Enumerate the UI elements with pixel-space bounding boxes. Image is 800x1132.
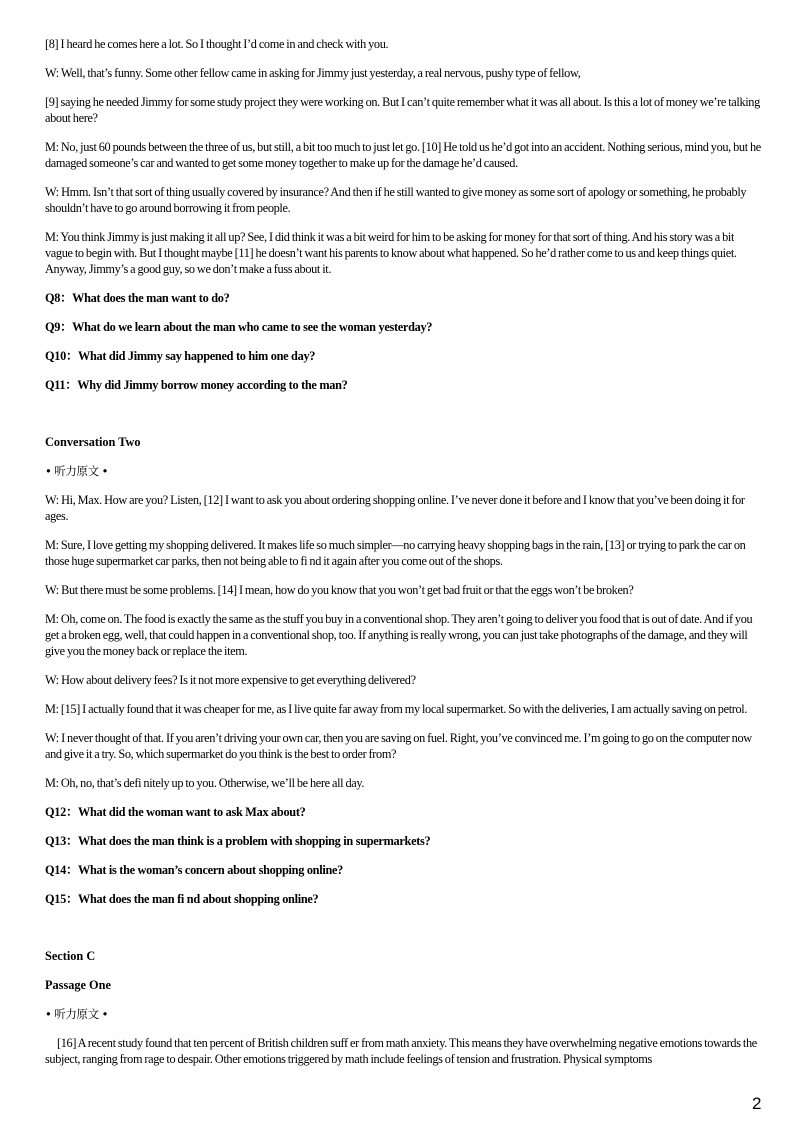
transcript-label: • 听力原文 • [45,1007,109,1021]
section-spacer [45,406,763,434]
transcript-paragraph: W: Hmm. Isn’t that sort of thing usually covered by insurance? And then if he still wanted to give money as some sort of apology or something, he probably shouldn’t have to go around borrowing it from people. [45,185,747,215]
transcript-paragraph: M: Oh, come on. The food is exactly the same as the stuff you buy in a conventional shop. They aren’t going to deliver you food that is out of date. And if you get a broken egg, well, that could happen in a conventional shop, too. If anything is really wrong, you can just take photographs of the damage, and they will give you the money back or replace the item. [45,612,753,658]
transcript-paragraph: W: Hi, Max. How are you? Listen, [12] I want to ask you about ordering shopping online. I’ve never done it before and I know that you’ve been doing it for ages. [45,493,745,523]
transcript-paragraph: W: But there must be some problems. [14] I mean, how do you know that you won’t get bad fruit or that the eggs won’t be broken? [45,583,634,597]
document-page [45,36,763,1080]
question-q14: Q14：What is the woman’s concern about shopping online? [45,863,343,877]
conversation-two-heading: Conversation Two [45,435,141,449]
question-q12: Q12：What did the woman want to ask Max about? [45,805,306,819]
transcript-paragraph: M: Oh, no, that’s defi nitely up to you. Otherwise, we’ll be here all day. [45,776,365,790]
passage-paragraph: [16] A recent study found that ten percent of British children suff er from math anxiety. This means they have overwhelming negative emotions towards the subject, ranging from rage to despair. Other emotions triggered by math include feelings of tension and frustration. Physical symptoms [45,1036,757,1066]
transcript-paragraph: M: You think Jimmy is just making it all up? See, I did think it was a bit weird for him to be asking for money for that sort of thing. And his story was a bit vague to begin with. But I thought maybe [11] he doesn’t want his parents to know about what happened. So he’d rather come to us and keep things quiet. Anyway, Jimmy’s a good guy, so we don’t make a fuss about it. [45,230,737,276]
transcript-paragraph: M: No, just 60 pounds between the three of us, but still, a bit too much to just let go. [10] He told us he’d got into an accident. Nothing serious, mind you, but he damaged someone’s car and wanted to get some money together to make up for the damage he’d caused. [45,140,761,170]
section-c-heading: Section C [45,949,96,963]
transcript-paragraph: M: [15] I actually found that it was cheaper for me, as I live quite far away from my local supermarket. So with the deliveries, I am actually saving on petrol. [45,702,748,716]
transcript-paragraph: M: Sure, I love getting my shopping delivered. It makes life so much simpler—no carrying heavy shopping bags in the rain, [13] or trying to park the car on those huge supermarket car parks, then not being able to fi nd it again after you come out of the shops. [45,538,746,568]
question-q8: Q8：What does the man want to do? [45,291,230,305]
question-q9: Q9：What do we learn about the man who came to see the woman yesterday? [45,320,433,334]
question-q15: Q15：What does the man fi nd about shopping online? [45,892,319,906]
question-q10: Q10：What did Jimmy say happened to him one day? [45,349,316,363]
transcript-paragraph: [9] saying he needed Jimmy for some study project they were working on. But I can’t quite remember what it was all about. Is this a lot of money we’re talking about here? [45,95,760,125]
page-number: 2 [752,1094,762,1113]
passage-one-heading: Passage One [45,978,111,992]
transcript-paragraph: [8] I heard he comes here a lot. So I thought I’d come in and check with you. [45,37,389,51]
transcript-paragraph: W: Well, that’s funny. Some other fellow came in asking for Jimmy just yesterday, a real nervous, pushy type of fellow, [45,66,581,80]
transcript-label: • 听力原文 • [45,464,109,478]
transcript-paragraph: W: How about delivery fees? Is it not more expensive to get everything delivered? [45,673,416,687]
question-q13: Q13：What does the man think is a problem with shopping in supermarkets? [45,834,431,848]
question-q11: Q11：Why did Jimmy borrow money according to the man? [45,378,348,392]
section-spacer [45,920,763,948]
transcript-paragraph: W: I never thought of that. If you aren’t driving your own car, then you are saving on fuel. Right, you’ve convinced me. I’m going to go on the computer now and give it a try. So, which supermarket do you think is the best to order from? [45,731,752,761]
